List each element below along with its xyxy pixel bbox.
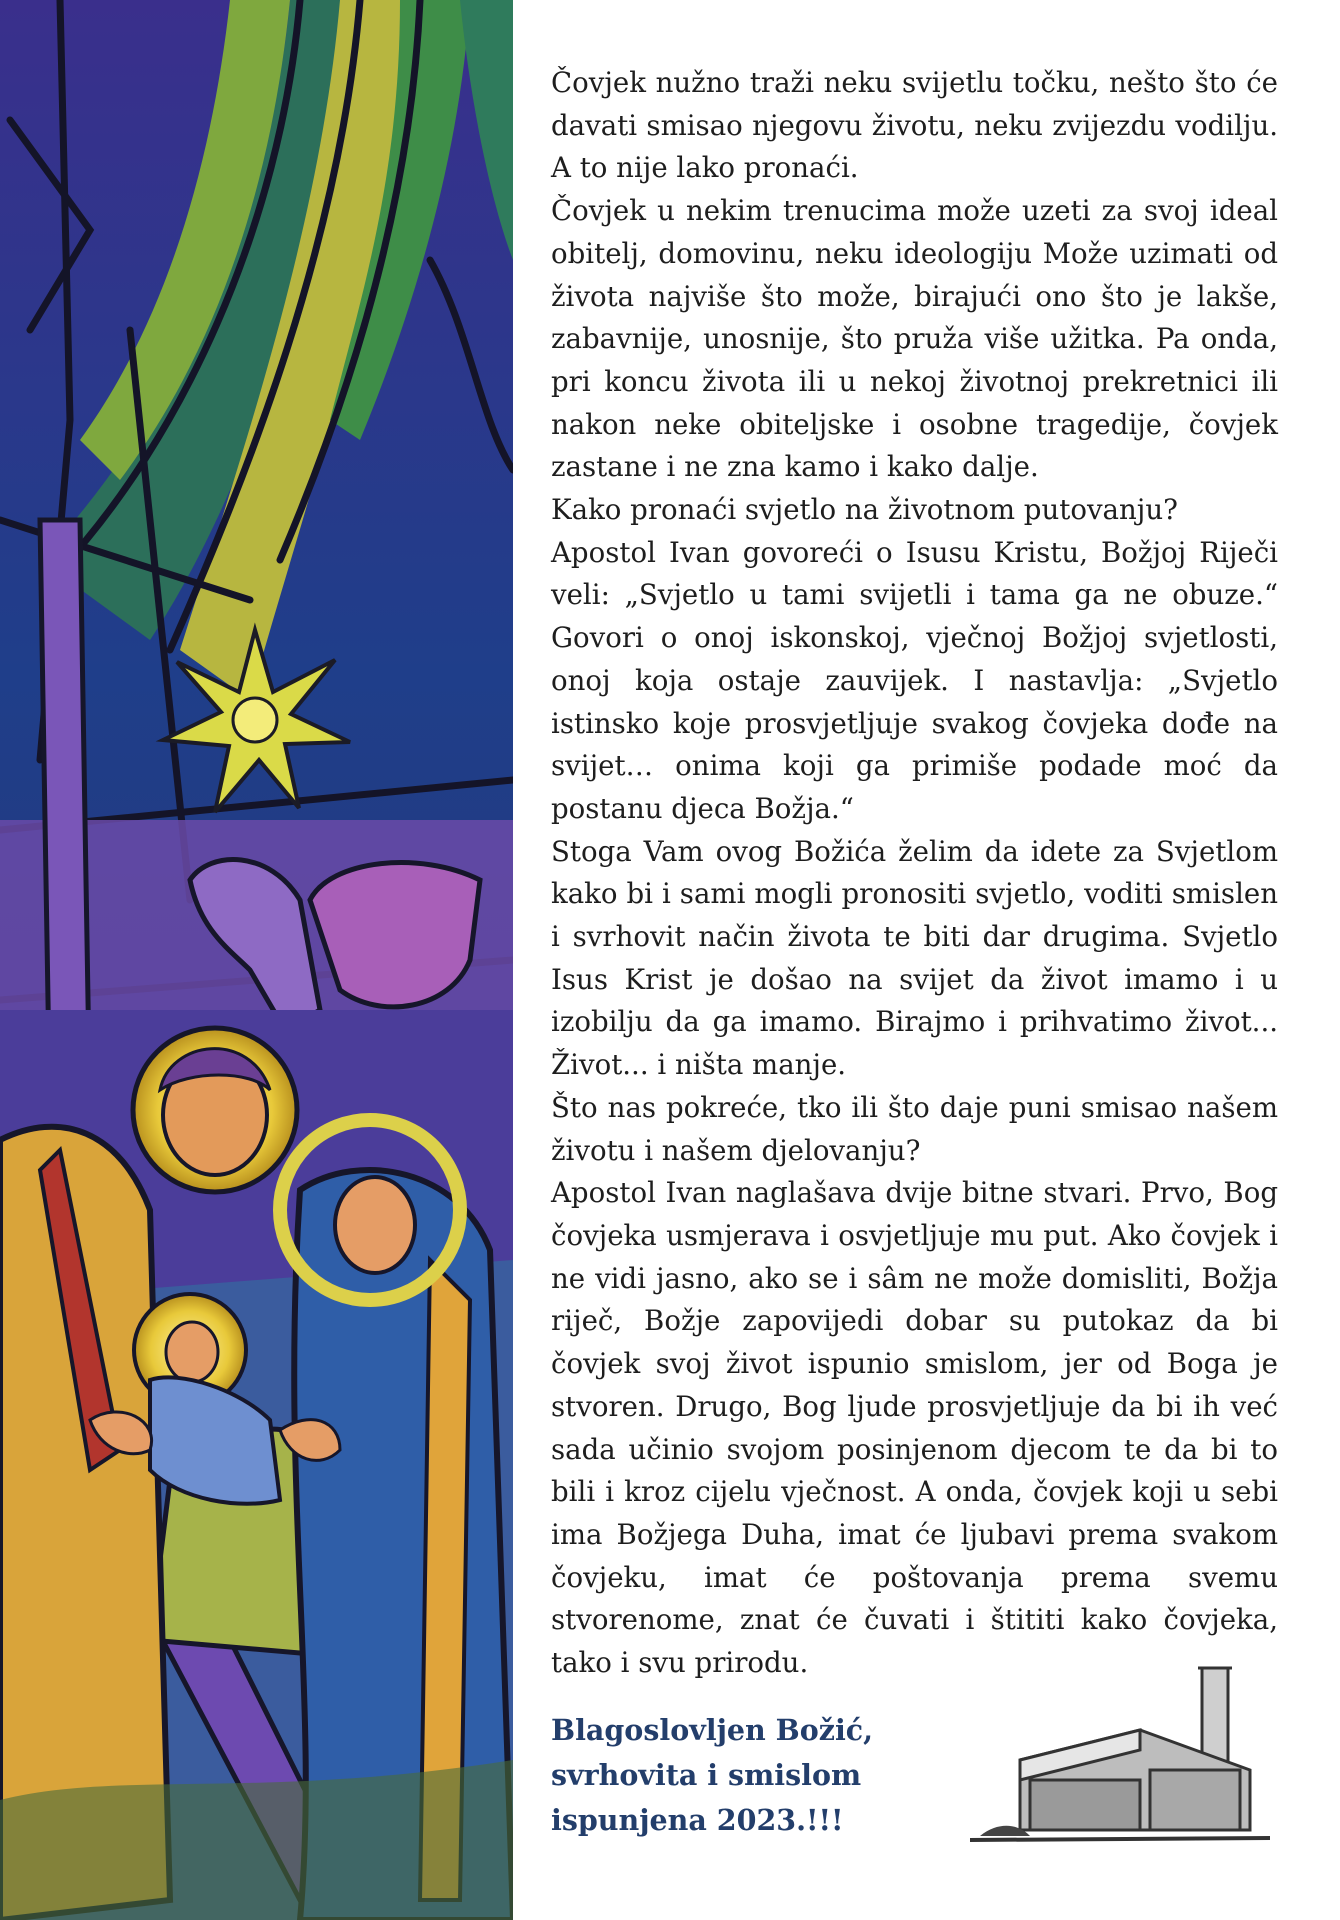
- church-building-illustration: [960, 1660, 1272, 1850]
- nativity-stained-glass-image: [0, 0, 513, 1920]
- greeting-line: svrhovita i smislom: [551, 1758, 862, 1792]
- paragraph: Čovjek nužno traži neku svijetlu točku, nešto što će davati smisao njegovu životu, neku zvijezdu vodilju. A to nije lako pronaći.: [551, 66, 1278, 185]
- greeting-line: Blagoslovljen Božić,: [551, 1713, 874, 1747]
- greeting-line: ispunjena 2023.!!!: [551, 1803, 844, 1837]
- paragraph: Čovjek u nekim trenucima može uzeti za svoj ideal obitelj, domovinu, neku ideologiju Može uzimati od života najviše što može, birajući ono što je lakše, zabavnije, unosnije, što pruža više užitka. Pa onda, pri koncu života ili u nekoj životnoj prekretnici ili nakon neke obiteljske i osobne tragedije, čovjek zastane i ne zna kamo i kako dalje.: [551, 194, 1278, 484]
- paragraph: Kako pronaći svjetlo na životnom putovanju?: [551, 493, 1178, 527]
- paragraph: Što nas pokreće, tko ili što daje puni smisao našem životu i našem djelovanju?: [551, 1090, 1278, 1167]
- christmas-greeting: [551, 1708, 951, 1843]
- paragraph: Stoga Vam ovog Božića želim da idete za Svjetlom kako bi i sami mogli pronositi svjetlo, voditi smislen i svrhovit način života te biti dar drugima. Svjetlo Isus Krist je došao na svijet da život imamo i u izobilju da ga imamo. Birajmo i prihvatimo život... Život... i ništa manje.: [551, 834, 1278, 1082]
- paragraph: Apostol Ivan naglašava dvije bitne stvari. Prvo, Bog čovjeka usmjerava i osvjetljuje mu put. Ako čovjek i ne vidi jasno, ako se i sâm ne može domisliti, Božja riječ, Božje zapovijedi dobar su putokaz da bi čovjek svoj život ispunio smislom, jer od Boga je stvoren. Drugo, Bog ljude prosvjetljuje da bi ih već sada učinio svojom posinjenom djecom te da bi to bili i kroz cijelu vječnost. A onda, čovjek koji u sebi ima Božjega Duha, imat će ljubavi prema svakom čovjeku, imat će poštovanja prema svemu stvorenome, znat će čuvati i štititi kako čovjeka, tako i svu prirodu.: [551, 1176, 1278, 1680]
- paragraph: Apostol Ivan govoreći o Isusu Kristu, Božjoj Riječi veli: „Svjetlo u tami svijetli i tama ga ne obuze.“ Govori o onoj iskonskoj, vječnoj Božjoj svjetlosti, onoj koja ostaje zauvijek. I nastavlja: „Svjetlo istinsko koje prosvjetljuje svakog čovjeka dođe na svijet… onima koji ga primiše podade moć da postanu djeca Božja.“: [551, 535, 1278, 825]
- letter-body: [551, 62, 1278, 1685]
